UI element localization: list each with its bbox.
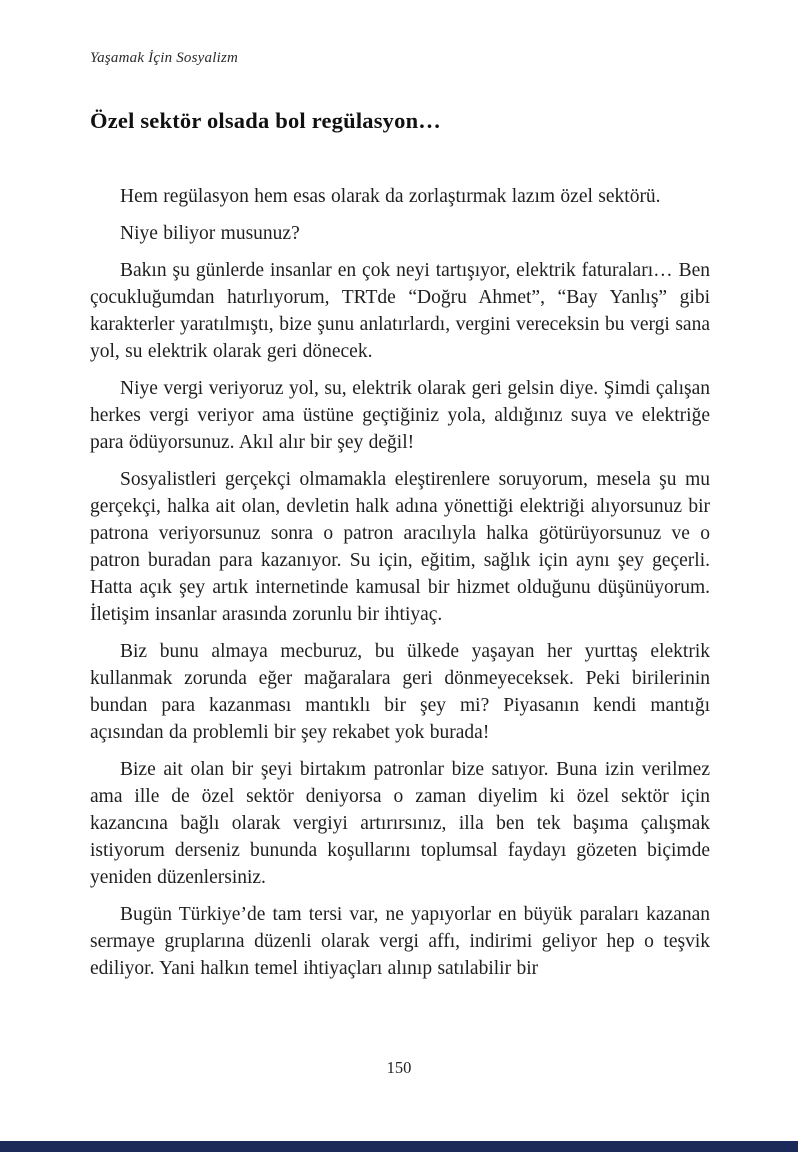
running-header: Yaşamak İçin Sosyalizm [90, 50, 239, 66]
chapter-heading: Özel sektör olsada bol regülasyon… [90, 108, 441, 133]
body-paragraph: Bugün Türkiye’de tam tersi var, ne yapıyorlar en büyük paraları kazanan sermaye gruplarına düzenli olarak vergi affı, indirimi geliyor hep o teşvik ediliyor. Yani halkın temel ihtiyaçları alınıp satılabilir bir [90, 904, 710, 979]
body-paragraph: Biz bunu almaya mecburuz, bu ülkede yaşayan her yurttaş elektrik kullanmak zorunda eğer mağaralara geri dönmeyeceksek. Peki birilerinin bundan para kazanması mantıklı bir şey mi? Piyasanın kendi mantığı açısından da problemli bir şey rekabet yok burada! [90, 641, 710, 743]
body-paragraph: Sosyalistleri gerçekçi olmamakla eleştirenlere soruyorum, mesela şu mu gerçekçi, halka ait olan, devletin halk adına yönettiği elektriği alıyorsunuz bir patrona veriyorsunuz sonra o patron aracılıyla halka götürüyorsunuz ve o patron buradan para kazanıyor. Su için, eğitim, sağlık için aynı şey geçerli. Hatta açık şey artık internetinde kamusal bir hizmet olduğunu düşünüyorum. İletişim insanlar arasında zorunlu bir ihtiyaç. [90, 469, 710, 625]
page-number: 150 [386, 1058, 412, 1077]
footer-accent-bar [0, 1141, 798, 1152]
body-paragraph: Bakın şu günlerde insanlar en çok neyi tartışıyor, elektrik faturaları… Ben çocukluğumdan hatırlıyorum, TRTde “Doğru Ahmet”, “Bay Yanlış” gibi karakterler yaratılmıştı, bize şunu anlatırlardı, vergini vereceksin bu vergi sana yol, su elektrik olarak geri dönecek. [90, 260, 710, 362]
body-text [90, 183, 710, 992]
body-paragraph: Niye biliyor musunuz? [120, 223, 300, 244]
body-paragraph: Hem regülasyon hem esas olarak da zorlaştırmak lazım özel sektörü. [120, 186, 661, 207]
body-paragraph: Bize ait olan bir şeyi birtakım patronlar bize satıyor. Buna izin verilmez ama ille de özel sektör deniyorsa o zaman diyelim ki özel sektör için kazancına bağlı olarak vergiyi artırırsınız, illa ben tek başıma çalışmak istiyorum derseniz bununda koşullarını toplumsal faydayı gözeten biçimde yeniden düzenlersiniz. [90, 759, 710, 888]
body-paragraph: Niye vergi veriyoruz yol, su, elektrik olarak geri gelsin diye. Şimdi çalışan herkes vergi veriyor ama üstüne geçtiğiniz yola, aldığınız suya ve elektriğe para ödüyorsunuz. Akıl alır bir şey değil! [90, 378, 710, 453]
